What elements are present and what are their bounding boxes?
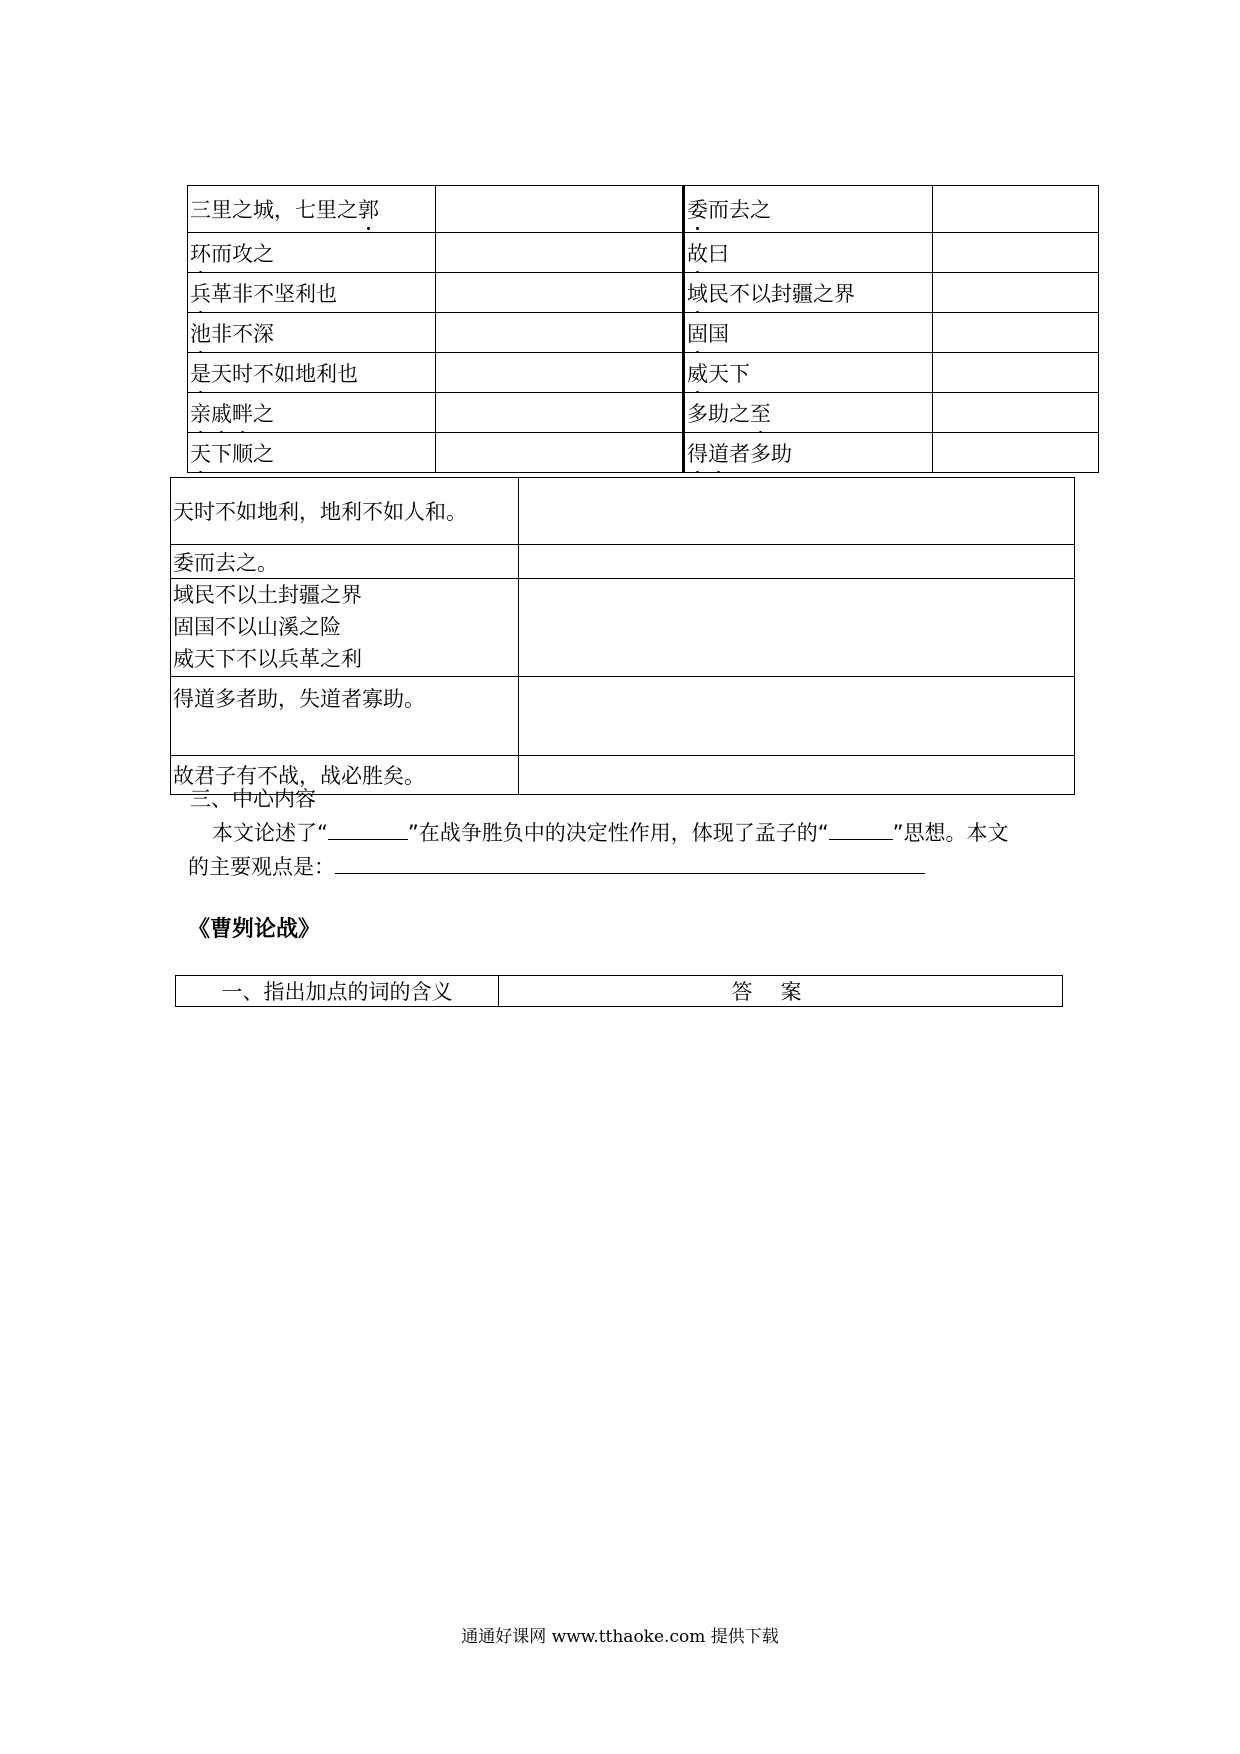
dotted-char: 至 [750, 398, 771, 428]
vocab-answer-right[interactable] [933, 433, 1099, 473]
dotted-char: 天 [190, 438, 211, 468]
vocab-phrase-left [188, 313, 436, 353]
phrase-text: 多助之 [687, 401, 750, 426]
dotted-char: 固 [687, 318, 708, 348]
phrase-text: 而攻之 [211, 241, 274, 266]
translation-sentence [171, 677, 519, 756]
vocab-answer-left[interactable] [436, 313, 684, 353]
vocab-answer-left[interactable] [436, 186, 684, 233]
sentence-line: 得道多者助，失道者寡助。 [173, 687, 425, 711]
translation-table [170, 477, 1075, 795]
dotted-char: 亲 [190, 398, 211, 428]
vocab-row [188, 353, 1099, 393]
vocab-row [188, 273, 1099, 313]
vocab-answer-right[interactable] [933, 393, 1099, 433]
translation-sentence [171, 545, 519, 579]
vocab-phrase-left [188, 393, 436, 433]
fill-blank-3[interactable] [335, 855, 925, 874]
vocab-answer-left[interactable] [436, 433, 684, 473]
answer-header-col2: 答案 [499, 976, 1063, 1007]
vocab-answer-right[interactable] [933, 233, 1099, 273]
sentence-line: 天时不如地利，地利不如人和。 [173, 500, 467, 524]
vocab-answer-right[interactable] [933, 186, 1099, 233]
vocab-row [188, 186, 1099, 233]
dotted-char: 道 [708, 438, 729, 468]
dotted-char: 得 [687, 438, 708, 468]
sentence-line: 故君子有不战，战必胜矣。 [173, 764, 425, 788]
phrase-text: 城，七里之 [253, 198, 358, 222]
phrase-text: 而去之 [708, 198, 771, 222]
fill-blank-2[interactable] [829, 821, 893, 840]
dotted-char: 域 [687, 278, 708, 308]
dotted-char: 池 [190, 318, 211, 348]
dotted-char: 环 [190, 238, 211, 268]
vocab-row [188, 433, 1099, 473]
dotted-char: 兵 [190, 278, 211, 308]
vocab-row [188, 233, 1099, 273]
phrase-text: 非不深 [211, 321, 274, 346]
translation-answer[interactable] [519, 545, 1075, 579]
translation-answer[interactable] [519, 677, 1075, 756]
answer-header-table [175, 975, 1063, 1007]
sentence-line: 域民不以土封疆之界 [173, 583, 362, 607]
phrase-text: 者多助 [729, 441, 792, 466]
translation-answer[interactable] [519, 478, 1075, 545]
vocab-phrase-left [188, 433, 436, 473]
phrase-text: 之 [253, 401, 274, 426]
fill-blank-1[interactable] [328, 821, 408, 840]
vocab-answer-left[interactable] [436, 393, 684, 433]
dotted-char: 郭 [358, 194, 379, 224]
vocab-phrase-left [188, 353, 436, 393]
phrase-text: 三里之 [190, 198, 253, 222]
vocab-answer-left[interactable] [436, 353, 684, 393]
section-heading-central-content: 三、中心内容 [190, 787, 316, 811]
sentence-line: 固国不以山溪之险 [173, 615, 341, 639]
sentence-line: 威天下不以兵革之利 [173, 647, 362, 671]
vocab-phrase-left [188, 233, 436, 273]
translation-row [171, 545, 1075, 579]
vocab-phrase-right [684, 353, 933, 393]
footer-text: 通通好课网 www.tthaoke.com 提供下载 [461, 1627, 779, 1647]
vocab-table [187, 185, 1099, 473]
vocab-phrase-right [684, 393, 933, 433]
central-content-line-2: 的主要观点是： [188, 851, 925, 881]
dotted-char: 威 [687, 358, 708, 388]
vocab-phrase-right [684, 186, 933, 233]
phrase-text: 下顺之 [211, 441, 274, 466]
translation-row [171, 677, 1075, 756]
vocab-answer-right[interactable] [933, 353, 1099, 393]
answer-header-col1: 一、指出加点的词的含义 [176, 976, 499, 1007]
phrase-text: 国 [708, 321, 729, 346]
phrase-text: 民不以封疆之界 [708, 281, 855, 306]
vocab-phrase-left [188, 273, 436, 313]
vocab-answer-right[interactable] [933, 273, 1099, 313]
vocab-answer-left[interactable] [436, 233, 684, 273]
translation-sentence [171, 478, 519, 545]
translation-answer[interactable] [519, 579, 1075, 677]
vocab-phrase-right [684, 273, 933, 313]
vocab-answer-left[interactable] [436, 273, 684, 313]
dotted-char: 畔 [232, 398, 253, 428]
phrase-text: 天下 [708, 361, 750, 386]
dotted-char: 故 [687, 238, 708, 268]
dotted-char: 委 [687, 194, 708, 224]
phrase-text: 曰 [708, 241, 729, 266]
translation-answer[interactable] [519, 756, 1075, 795]
translation-sentence [171, 579, 519, 677]
phrase-text: 革非不坚利也 [211, 281, 337, 306]
translation-row [171, 478, 1075, 545]
translation-row [171, 579, 1075, 677]
vocab-phrase-right [684, 433, 933, 473]
vocab-answer-right[interactable] [933, 313, 1099, 353]
dotted-char: 是 [190, 358, 211, 388]
dotted-char: 戚 [211, 398, 232, 428]
vocab-phrase-left [188, 186, 436, 233]
sentence-line: 委而去之。 [173, 550, 278, 575]
vocab-row [188, 313, 1099, 353]
vocab-row [188, 393, 1099, 433]
answer-header-row [176, 976, 1063, 1007]
vocab-phrase-right [684, 313, 933, 353]
central-content-line-1: 本文论述了“ ”在战争胜负中的决定性作用，体现了孟子的“ ”思想。本文 [212, 821, 1009, 845]
phrase-text: 天时不如地利也 [211, 361, 358, 386]
lesson-title: 《曹刿论战》 [188, 916, 321, 942]
vocab-phrase-right [684, 233, 933, 273]
